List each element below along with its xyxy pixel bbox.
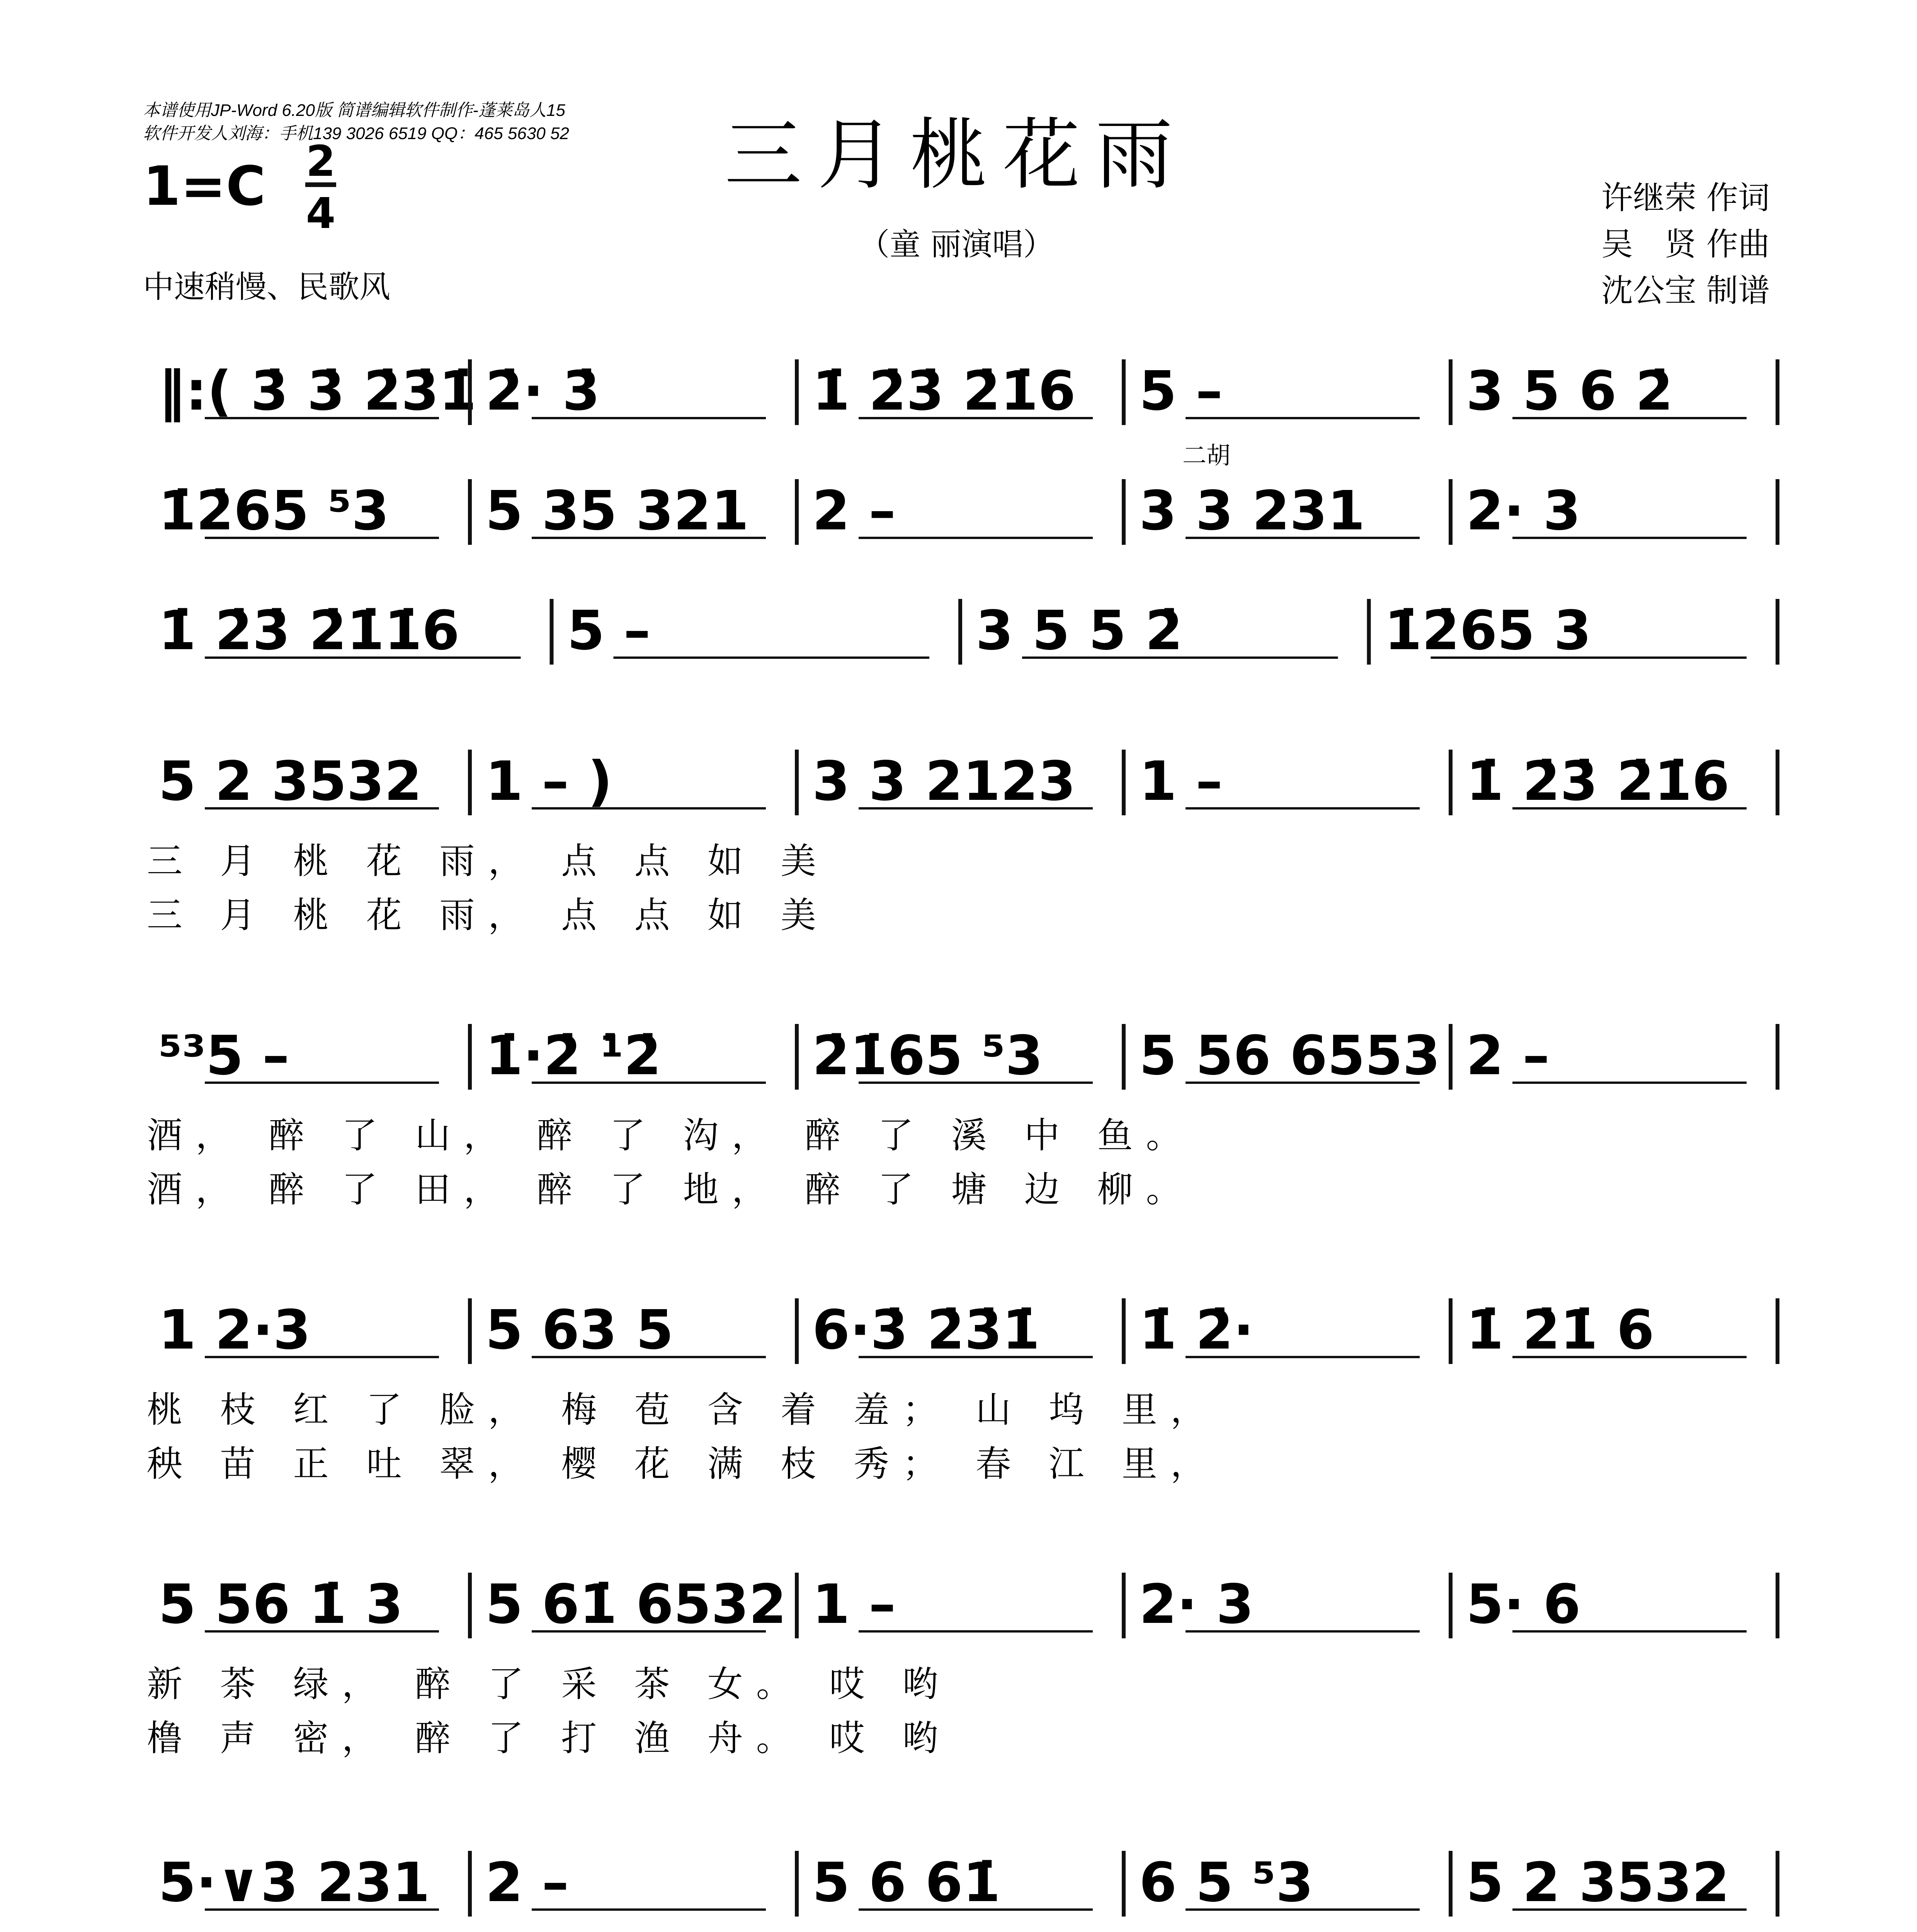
measure-notes: 1̇ 2̇3̇ 2̇1̇1̇6 <box>158 599 460 662</box>
measure-notes: 2 – <box>812 480 896 543</box>
lyric-line: 三 月 桃 花 雨， 点 点 如 美 <box>147 895 829 936</box>
measure-notes: 3 3 2123 <box>812 750 1076 813</box>
measure-notes: 1 – <box>1139 750 1223 813</box>
measure-notes: 1 – ) <box>485 750 612 813</box>
measure-notes: 6 5 ⁵3 <box>1139 1851 1314 1914</box>
measure-notes: 5 56 6553 <box>1139 1024 1441 1087</box>
time-signature-top: 2 <box>306 136 336 186</box>
erhu-annotation: 二胡 <box>1182 441 1231 469</box>
measure-notes: 6·3̇ 2̇3̇1̇ <box>812 1299 1040 1362</box>
measure-notes: 5· 6 <box>1466 1573 1581 1636</box>
measure-notes: ⁵³5 – <box>158 1024 289 1087</box>
lyricist: 许继荣 作词 <box>1601 180 1770 216</box>
measure-notes: 5 2 3532 <box>1466 1851 1730 1914</box>
measure-notes: 1̇ 2̇· <box>1139 1299 1254 1362</box>
system <box>147 1573 1747 1759</box>
measure-notes: 2̇· 3̇ <box>485 360 600 423</box>
measure-notes: 1̇ 2̇3̇ 2̇1̇6 <box>812 360 1076 423</box>
lyric-line: 桃 枝 红 了 脸， 梅 苞 含 着 羞； 山 坞 里， <box>147 1389 1219 1430</box>
measure-notes: 2 – <box>485 1851 569 1914</box>
system <box>158 360 1747 423</box>
measure-notes: 5 – <box>1139 360 1223 423</box>
measure-notes: 5 6 61̇ <box>812 1851 1001 1914</box>
system <box>158 599 1747 662</box>
lyric-line: 秧 苗 正 吐 翠， 樱 花 满 枝 秀； 春 江 里， <box>147 1443 1219 1485</box>
lyric-line: 酒， 醉 了 田， 醉 了 地， 醉 了 塘 边 柳。 <box>147 1169 1195 1210</box>
developer-credit: 软件开发人刘海：手机139 3026 6519 QQ：465 5630 52 <box>143 124 569 143</box>
measure-notes: 5 – <box>567 599 651 662</box>
system <box>147 750 1747 936</box>
measure-notes: ‖:( 3̇ 3̇ 2̇3̇1̇ <box>158 360 477 423</box>
measure-notes: 5 61̇ 6532 <box>485 1573 787 1636</box>
measure-notes: 5 2 3532 <box>158 750 422 813</box>
lyric-line: 新 茶 绿， 醉 了 采 茶 女。 哎 哟 <box>147 1663 951 1705</box>
measure-notes: 3 3 231 <box>1139 480 1365 543</box>
measure-notes: 5 35 321 <box>485 480 749 543</box>
measure-notes: 1 2·3 <box>158 1299 311 1362</box>
time-signature-bottom: 4 <box>306 189 336 238</box>
performer: （童 丽演唱） <box>859 226 1054 262</box>
tempo-marking: 中速稍慢、民歌风 <box>143 269 390 305</box>
composer: 吴 贤 作曲 <box>1601 226 1770 263</box>
measure-notes: 1̇2̇65 3 <box>1384 599 1592 662</box>
lyric-line: 酒， 醉 了 山， 醉 了 沟， 醉 了 溪 中 鱼。 <box>147 1115 1195 1156</box>
system <box>147 1851 1747 1932</box>
measure-notes: 1̇ 2̇1̇ 6 <box>1466 1299 1655 1362</box>
measure-notes: 2· 3 <box>1139 1573 1254 1636</box>
measure-notes: 1̇·2̇ ¹̇2̇ <box>485 1024 662 1087</box>
system <box>147 1024 1747 1210</box>
score-systems <box>147 360 1747 1932</box>
song-title: 三月桃花雨 <box>724 110 1189 200</box>
lyric-line: 橹 声 密， 醉 了 打 渔 舟。 哎 哟 <box>147 1718 951 1759</box>
measure-notes: 2̇1̇65 ⁵3 <box>812 1024 1043 1087</box>
lyric-line: 三 月 桃 花 雨， 点 点 如 美 <box>147 840 829 882</box>
key-signature: 1=C <box>143 155 266 218</box>
system <box>158 480 1747 543</box>
measure-notes: 3 5 5 2̇ <box>976 599 1183 662</box>
measure-notes: 5·∨3 231 <box>158 1851 430 1914</box>
measure-notes: 1 – <box>812 1573 896 1636</box>
software-credit: 本谱使用JP-Word 6.20版 简谱编辑软件制作-蓬莱岛人15 <box>143 101 565 120</box>
measure-notes: 2· 3 <box>1466 480 1581 543</box>
measure-notes: 1̇2̇65 ⁵3 <box>158 480 390 543</box>
measure-notes: 3 5 6 2̇ <box>1466 360 1673 423</box>
measure-notes: 5 56 1̇ 3 <box>158 1573 403 1636</box>
measure-notes: 5 63 5 <box>485 1299 674 1362</box>
measure-notes: 2 – <box>1466 1024 1550 1087</box>
measure-notes: 1̇ 2̇3̇ 2̇1̇6 <box>1466 750 1730 813</box>
transcriber: 沈公宝 制谱 <box>1601 272 1770 309</box>
system <box>147 1299 1747 1485</box>
